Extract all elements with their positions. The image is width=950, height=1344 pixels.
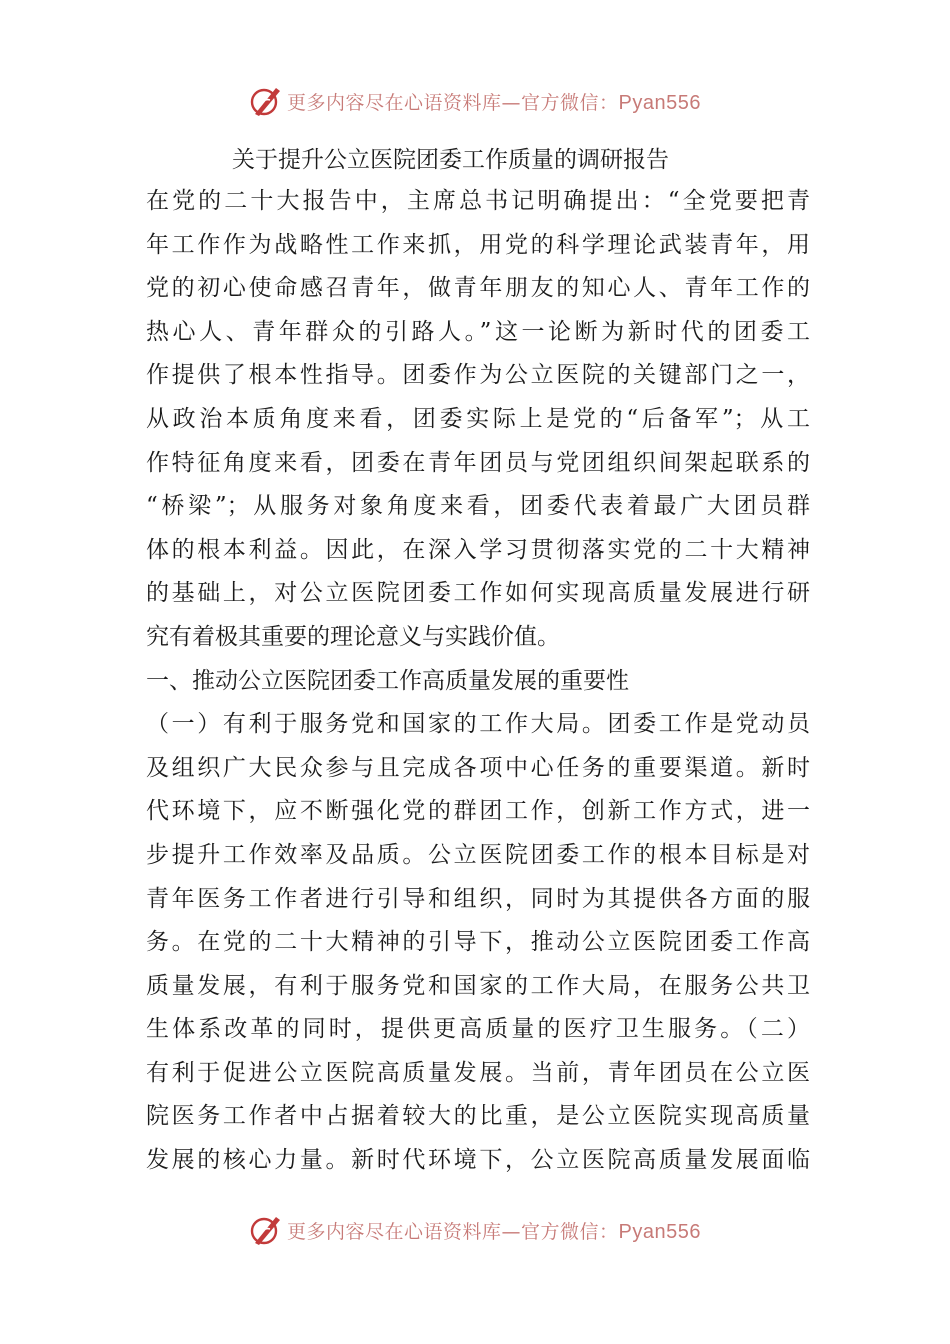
- text-line: 热心人、青年群众的引路人。”这一论断为新时代的团委工: [146, 318, 810, 345]
- text-line: 代环境下，应不断强化党的群团工作，创新工作方式，进一: [146, 798, 810, 825]
- text-line: 有利于促进公立医院高质量发展。当前，青年团员在公立医: [146, 1059, 810, 1086]
- text-line: 究有着极其重要的理论意义与实践价值。: [146, 623, 560, 650]
- text-line: 年工作作为战略性工作来抓，用党的科学理论武装青年，用: [146, 231, 810, 258]
- text-line: 从政治本质角度来看，团委实际上是党的“后备军”；从工: [146, 405, 810, 432]
- text-line: 作特征角度来看，团委在青年团员与党团组织间架起联系的: [146, 449, 810, 476]
- text-line: 体的根本利益。因此，在深入学习贯彻落实党的二十大精神: [146, 536, 810, 563]
- section-heading: 一、推动公立医院团委工作高质量发展的重要性: [146, 667, 629, 694]
- watermark-header: [0, 83, 950, 119]
- text-line: 的基础上，对公立医院团委工作如何实现高质量发展进行研: [146, 580, 810, 607]
- text-line: 务。在党的二十大精神的引导下，推动公立医院团委工作高: [146, 929, 810, 956]
- text-line: 生体系改革的同时，提供更高质量的医疗卫生服务。（二）: [146, 1016, 810, 1043]
- watermark-footer: [0, 1212, 950, 1248]
- text-line: 及组织广大民众参与且完成各项中心任务的重要渠道。新时: [146, 754, 810, 781]
- document-body: [146, 140, 810, 1183]
- watermark-text: 更多内容尽在心语资料库—官方微信：Pyan556: [287, 1220, 701, 1243]
- text-line: 党的初心使命感召青年，做青年朋友的知心人、青年工作的: [146, 275, 810, 302]
- text-line: （一）有利于服务党和国家的工作大局。团委工作是党动员: [146, 711, 810, 738]
- paragraph-block: [146, 180, 810, 1183]
- text-line: 作提供了根本性指导。团委作为公立医院的关键部门之一，: [146, 362, 810, 389]
- text-line: “桥梁”；从服务对象角度来看，团委代表着最广大团员群: [146, 493, 810, 520]
- pen-circle-logo-icon: [249, 84, 283, 118]
- pen-circle-logo-icon: [249, 1213, 283, 1247]
- document-title: 关于提升公立医院团委工作质量的调研报告: [232, 147, 669, 173]
- text-line: 发展的核心力量。新时代环境下，公立医院高质量发展面临: [146, 1147, 810, 1174]
- text-line: 青年医务工作者进行引导和组织，同时为其提供各方面的服: [146, 885, 810, 912]
- text-line: 质量发展，有利于服务党和国家的工作大局，在服务公共卫: [146, 972, 810, 999]
- text-line: 院医务工作者中占据着较大的比重，是公立医院实现高质量: [146, 1103, 810, 1130]
- text-line: 在党的二十大报告中，主席总书记明确提出：“全党要把青: [146, 188, 810, 214]
- watermark-wechat-id: Pyan556: [618, 1220, 701, 1243]
- watermark-wechat-id: Pyan556: [618, 91, 701, 114]
- watermark-text: 更多内容尽在心语资料库—官方微信：Pyan556: [287, 91, 701, 114]
- text-line: 步提升工作效率及品质。公立医院团委工作的根本目标是对: [146, 841, 810, 868]
